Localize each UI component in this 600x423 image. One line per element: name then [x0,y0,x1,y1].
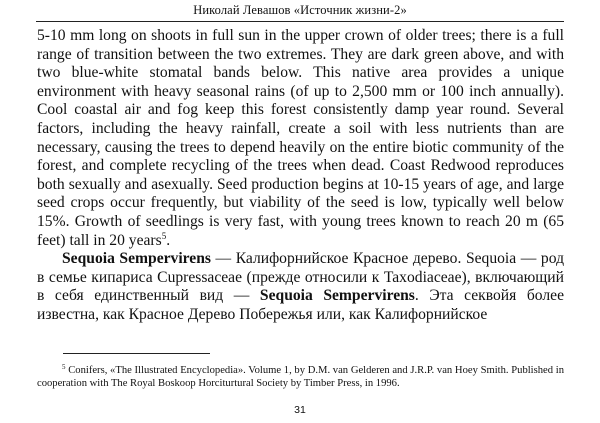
running-header: Николай Левашов «Источник жизни-2» [193,3,407,17]
header-rule [36,21,564,22]
footnote-separator [63,353,210,354]
footnote [37,364,564,391]
paragraph-sequoia [37,250,564,324]
term-sequoia-sempervirens-repeat: Sequoia Sempervirens [259,287,415,305]
footnote-reference[interactable]: 5 [161,230,167,241]
term-sequoia-sempervirens: Sequoia Sempervirens [62,250,211,268]
paragraph-text: — Калифорнийское Красное дерево. Sequoia — род в семье кипариса Cupressaceae (прежде относили к Taxodiaceae), включающий в себя единственный вид — [37,250,564,305]
footnote-number: 5 [62,363,66,371]
paragraph-continuation [37,27,564,250]
paragraph-text: 5-10 mm long on shoots in full sun in the upper crown of older trees; there is a full range of transition between the two extremes. They are dark green above, and with two blue-white stomatal bands below. This native area provides a unique environment with heavy seasonal rains (of up to 2,500 mm or 100 inch annually). Cool coastal air and fog keep this forest consistently damp year round. Several factors, including the heavy rainfall, create a soil with less nutrients than are necessary, causing the trees to depend heavily on the entire biotic community of the forest, and complete recycling of the trees when dead. Coast Redwood reproduces both sexually and asexually. Seed production begins at 10-15 years of age, and large seed crops occur frequently, but viability of the seed is low, typically well below 15%. Growth of seedlings is very fast, with young trees known to reach 20 m (65 feet) tall in 20 years [37,27,564,249]
footnote-text: Conifers, «The Illustrated Encyclopedia». Volume 1, by D.M. van Gelderen and J.R.P. van Hoey Smith. Published in cooperation with The Royal Boskoop Horciturtural Society by Timber Press, in 1996. [37,365,564,390]
paragraph-end: . [166,231,171,249]
body-text [37,27,564,325]
paragraph-text: . Эта секвойя более известна, как Красное Дерево Побережья или, как Калифорнийское [37,287,564,323]
page-number: 31 [294,404,306,416]
